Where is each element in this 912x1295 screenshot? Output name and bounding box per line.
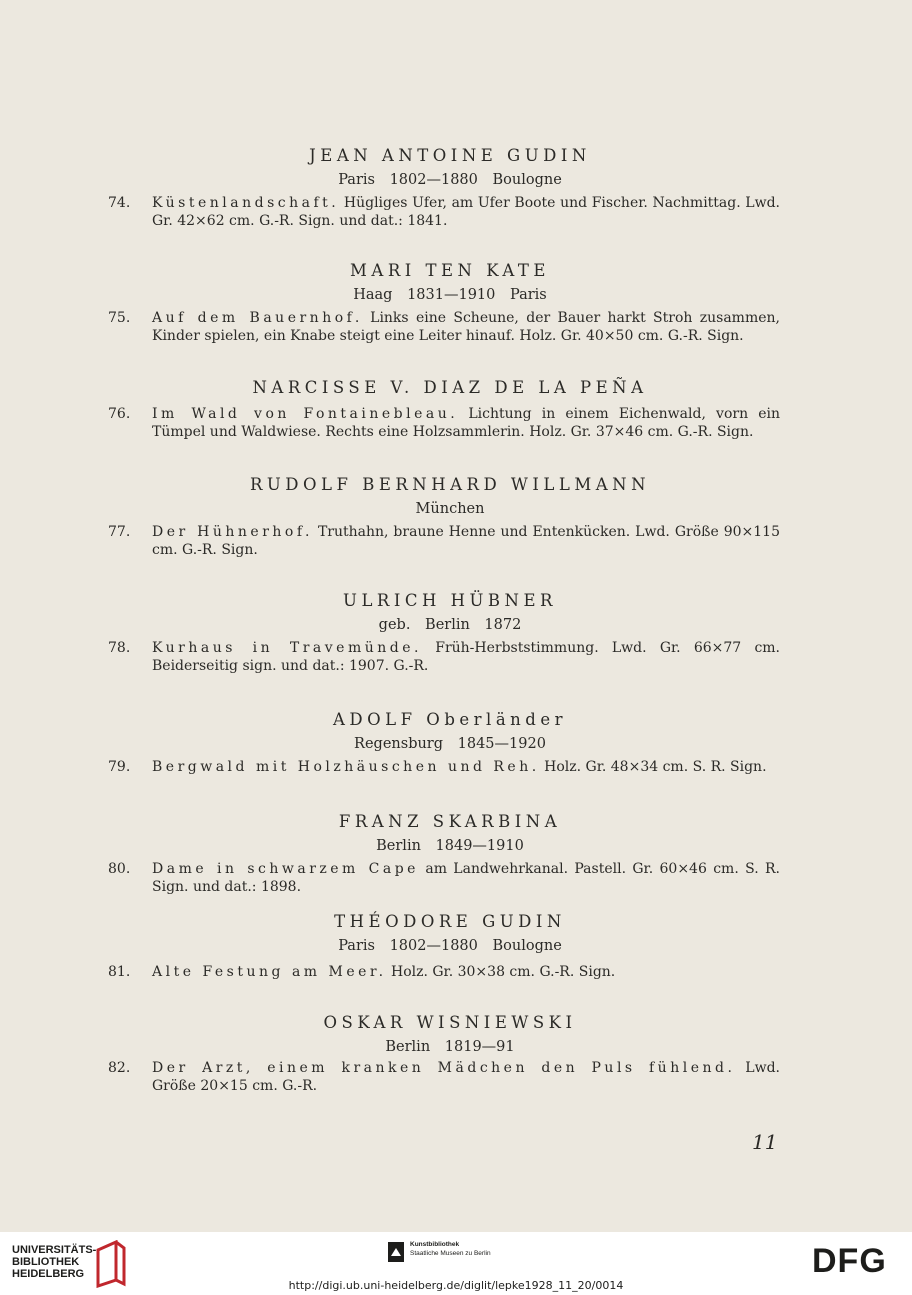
entry-text: Links eine Scheune, der Bauer harkt Stroh zusammen, Kinder spielen, ein Knabe steigt eine Leiter hinauf. Holz. Gr. 40×50 cm. G.-R. Sign. bbox=[152, 310, 780, 344]
artist-place: Paris 1802—1880 Boulogne bbox=[338, 938, 562, 954]
catalog-entry bbox=[108, 406, 780, 441]
entry-text: am Landwehrkanal. Pastell. Gr. 60×46 cm. S. R. Sign. und dat.: 1898. bbox=[152, 861, 780, 895]
entry-number: 75. bbox=[108, 310, 131, 326]
catalog-entry bbox=[108, 310, 780, 345]
entry-text: Hügliges Ufer, am Ufer Boote und Fischer. Nachmittag. Lwd. Gr. 42×62 cm. G.-R. Sign. und dat.: 1841. bbox=[152, 195, 781, 229]
entry-number: 80. bbox=[108, 861, 131, 877]
permalink-url[interactable]: http://digi.ub.uni-heidelberg.de/diglit/lepke1928_11_20/0014 bbox=[288, 1279, 624, 1292]
entry-number: 79. bbox=[108, 759, 131, 775]
entry-title: Dame in schwarzem Cape bbox=[152, 861, 419, 877]
artist-place: Berlin 1819—91 bbox=[385, 1039, 515, 1055]
artist-heading bbox=[120, 912, 780, 955]
entry-number: 82. bbox=[108, 1060, 131, 1076]
artist-heading bbox=[120, 378, 780, 398]
artist-name: MARI TEN KATE bbox=[350, 261, 550, 280]
artist-place: Paris 1802—1880 Boulogne bbox=[338, 172, 562, 188]
artist-heading bbox=[120, 591, 780, 634]
artist-name: THÉODORE GUDIN bbox=[334, 912, 566, 931]
artist-name: JEAN ANTOINE GUDIN bbox=[309, 146, 591, 165]
catalog-entry bbox=[108, 640, 780, 675]
kb-name: Kunstbibliothek bbox=[410, 1241, 460, 1248]
university-library-logo[interactable] bbox=[12, 1244, 96, 1280]
page-number: 11 bbox=[752, 1130, 778, 1154]
entry-text: Früh-Herbststimmung. Lwd. Gr. 66×77 cm. Beiderseitig sign. und dat.: 1907. G.-R. bbox=[152, 640, 781, 674]
entry-number: 81. bbox=[108, 964, 131, 980]
entry-title: Alte Festung am Meer. bbox=[152, 964, 387, 980]
entry-text: Holz. Gr. 48×34 cm. S. R. Sign. bbox=[544, 759, 767, 775]
artist-place: Regensburg 1845—1920 bbox=[354, 736, 546, 752]
artist-name: ULRICH HÜBNER bbox=[343, 591, 557, 610]
entry-title: Küstenlandschaft. bbox=[152, 195, 340, 211]
artist-name: OSKAR WISNIEWSKI bbox=[323, 1013, 577, 1032]
artist-heading bbox=[120, 812, 780, 855]
artist-place: Haag 1831—1910 Paris bbox=[353, 287, 547, 303]
entry-text: Lichtung in einem Eichenwald, vorn ein Tümpel und Waldwiese. Rechts eine Holzsammlerin. Holz. Gr. 37×46 cm. G.-R. Sign. bbox=[152, 406, 780, 440]
dfg-logo[interactable]: DFG bbox=[812, 1242, 887, 1280]
entry-text: Lwd. Größe 20×15 cm. G.-R. bbox=[152, 1060, 780, 1094]
kunstbibliothek-label bbox=[410, 1240, 491, 1258]
entry-text: Truthahn, braune Henne und Entenkücken. Lwd. Größe 90×115 cm. G.-R. Sign. bbox=[152, 524, 780, 558]
catalog-entry bbox=[108, 1060, 780, 1095]
entry-title: Der Hühnerhof. bbox=[152, 524, 313, 540]
artist-name: NARCISSE V. DIAZ DE LA PEÑA bbox=[252, 378, 648, 397]
kb-subtitle: Staatliche Museen zu Berlin bbox=[410, 1250, 491, 1257]
catalog-entry bbox=[108, 964, 780, 982]
library-name-line: BIBLIOTHEK bbox=[12, 1256, 80, 1268]
artist-place: Berlin 1849—1910 bbox=[376, 838, 524, 854]
entry-number: 77. bbox=[108, 524, 131, 540]
entry-number: 78. bbox=[108, 640, 131, 656]
catalog-entry bbox=[108, 861, 780, 896]
artist-place: München bbox=[415, 501, 485, 517]
artist-name: ADOLF Oberländer bbox=[332, 710, 568, 729]
entry-title: Auf dem Bauernhof. bbox=[152, 310, 363, 326]
entry-number: 74. bbox=[108, 195, 131, 211]
footer-bar bbox=[0, 1232, 912, 1295]
entry-title: Kurhaus in Travemünde. bbox=[152, 640, 422, 656]
entry-title: Bergwald mit Holzhäuschen und Reh. bbox=[152, 759, 540, 775]
artist-name: RUDOLF BERNHARD WILLMANN bbox=[249, 475, 651, 494]
artist-heading bbox=[120, 475, 780, 518]
entry-title: Im Wald von Fontainebleau. bbox=[152, 406, 459, 422]
entry-title: Der Arzt, einem kranken Mädchen den Puls fühlend. bbox=[152, 1060, 736, 1076]
artist-heading bbox=[120, 710, 780, 753]
entry-text: Holz. Gr. 30×38 cm. G.-R. Sign. bbox=[390, 964, 616, 980]
artist-heading bbox=[120, 1013, 780, 1056]
artist-heading bbox=[120, 261, 780, 304]
artist-name: FRANZ SKARBINA bbox=[338, 812, 562, 831]
library-name-line: UNIVERSITÄTS- bbox=[12, 1244, 97, 1256]
kunstbibliothek-logo-icon bbox=[386, 1240, 406, 1264]
catalog-entry bbox=[108, 759, 780, 777]
library-name-line: HEIDELBERG bbox=[12, 1268, 85, 1280]
artist-heading bbox=[120, 146, 780, 189]
catalog-entry bbox=[108, 195, 780, 230]
catalog-entry bbox=[108, 524, 780, 559]
entry-number: 76. bbox=[108, 406, 131, 422]
artist-place: geb. Berlin 1872 bbox=[378, 617, 522, 633]
